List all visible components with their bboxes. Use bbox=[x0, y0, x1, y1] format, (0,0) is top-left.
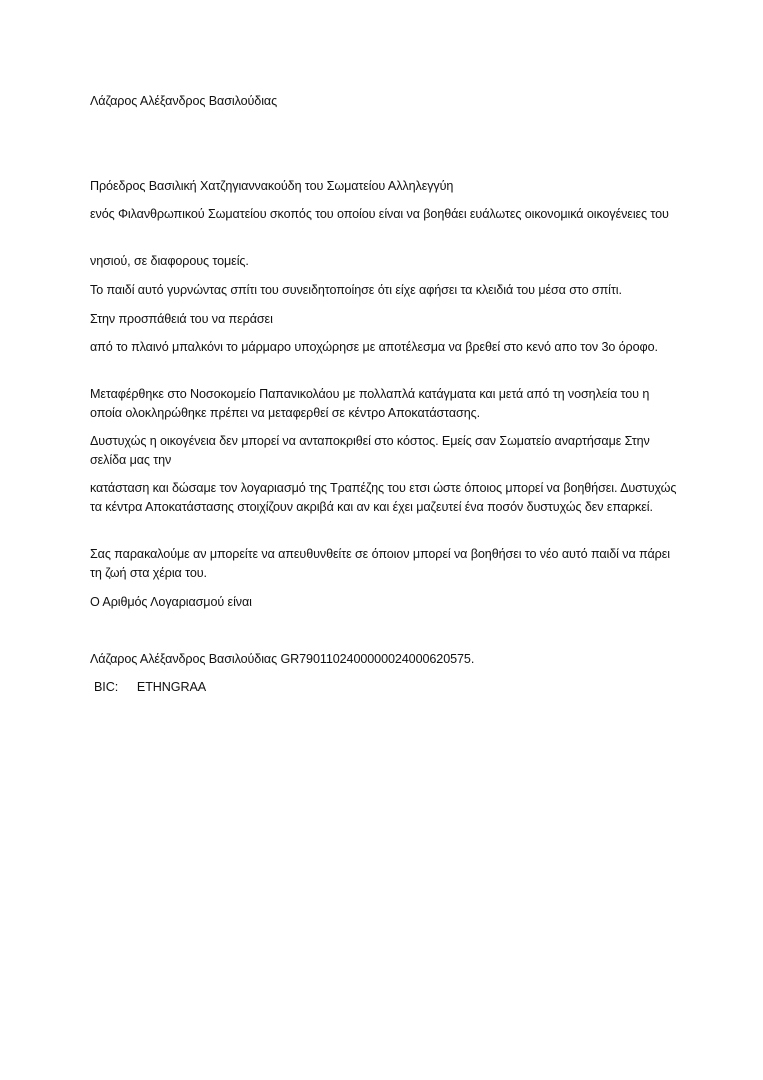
paragraph-account-intro: Ο Αριθμός Λογαριασμού είναι bbox=[90, 595, 252, 609]
paragraph-president: Πρόεδρος Βασιλική Χατζηγιαννακούδη του Σωματείου Αλληλεγγύη bbox=[90, 179, 454, 193]
paragraph-family-cost: Δυστυχώς η οικογένεια δεν μπορεί να ανταποκριθεί στο κόστος. Εμείς σαν Σωματείο αναρτήσαμε Στην σελίδα μας την bbox=[90, 434, 650, 467]
paragraph-hospital: Μεταφέρθηκε στο Νοσοκομείο Παπανικολάου με πολλαπλά κατάγματα και μετά από τη νοσηλεία του η οποία ολοκληρώθηκε πρέπει να μεταφερθεί σε κέντρο Αποκατάστασης. bbox=[90, 387, 650, 420]
paragraph-request-help: Σας παρακαλούμε αν μπορείτε να απευθυνθείτε σε όποιον μπορεί να βοηθήσει το νέο αυτό παιδί να πάρει τη ζωή στα χέρια του. bbox=[90, 547, 670, 580]
paragraph-island-sectors: νησιού, σε διαφορους τομείς. bbox=[90, 254, 249, 268]
paragraph-association-purpose: ενός Φιλανθρωπικού Σωματείου σκοπός του οποίου είναι να βοηθάει ευάλωτες οικονομικά οικογένειες του bbox=[90, 207, 669, 221]
bic-label: BIC: bbox=[94, 680, 119, 694]
bic-value: ETHNGRAA bbox=[136, 680, 207, 694]
paragraph-attempt: Στην προσπάθειά του να περάσει bbox=[90, 312, 273, 326]
sender-name: Λάζαρος Αλέξανδρος Βασιλούδιας bbox=[90, 94, 278, 108]
bic-line bbox=[94, 678, 684, 697]
paragraph-bank-account-posted: κατάσταση και δώσαμε τον λογαριασμό της Τραπέζης του ετσι ώστε όποιος μπορεί να βοηθήσει. Δυστυχώς τα κέντρα Αποκατάστασης στοιχίζουν ακριβά και αν και έχει μαζευτεί ένα ποσόν δυστυχώς δεν επαρκεί. bbox=[90, 481, 677, 514]
account-iban-line: Λάζαρος Αλέξανδρος Βασιλούδιας GR7901102400000024000620575. bbox=[90, 652, 475, 666]
paragraph-fall: από το πλαινό μπαλκόνι το μάρμαρο υποχώρησε με αποτέλεσμα να βρεθεί στο κενό απο τον 3ο όροφο. bbox=[90, 340, 658, 354]
paragraph-keys-forgotten: Το παιδί αυτό γυρνώντας σπίτι του συνειδητοποίησε ότι είχε αφήσει τα κλειδιά του μέσα στο σπίτι. bbox=[90, 283, 622, 297]
